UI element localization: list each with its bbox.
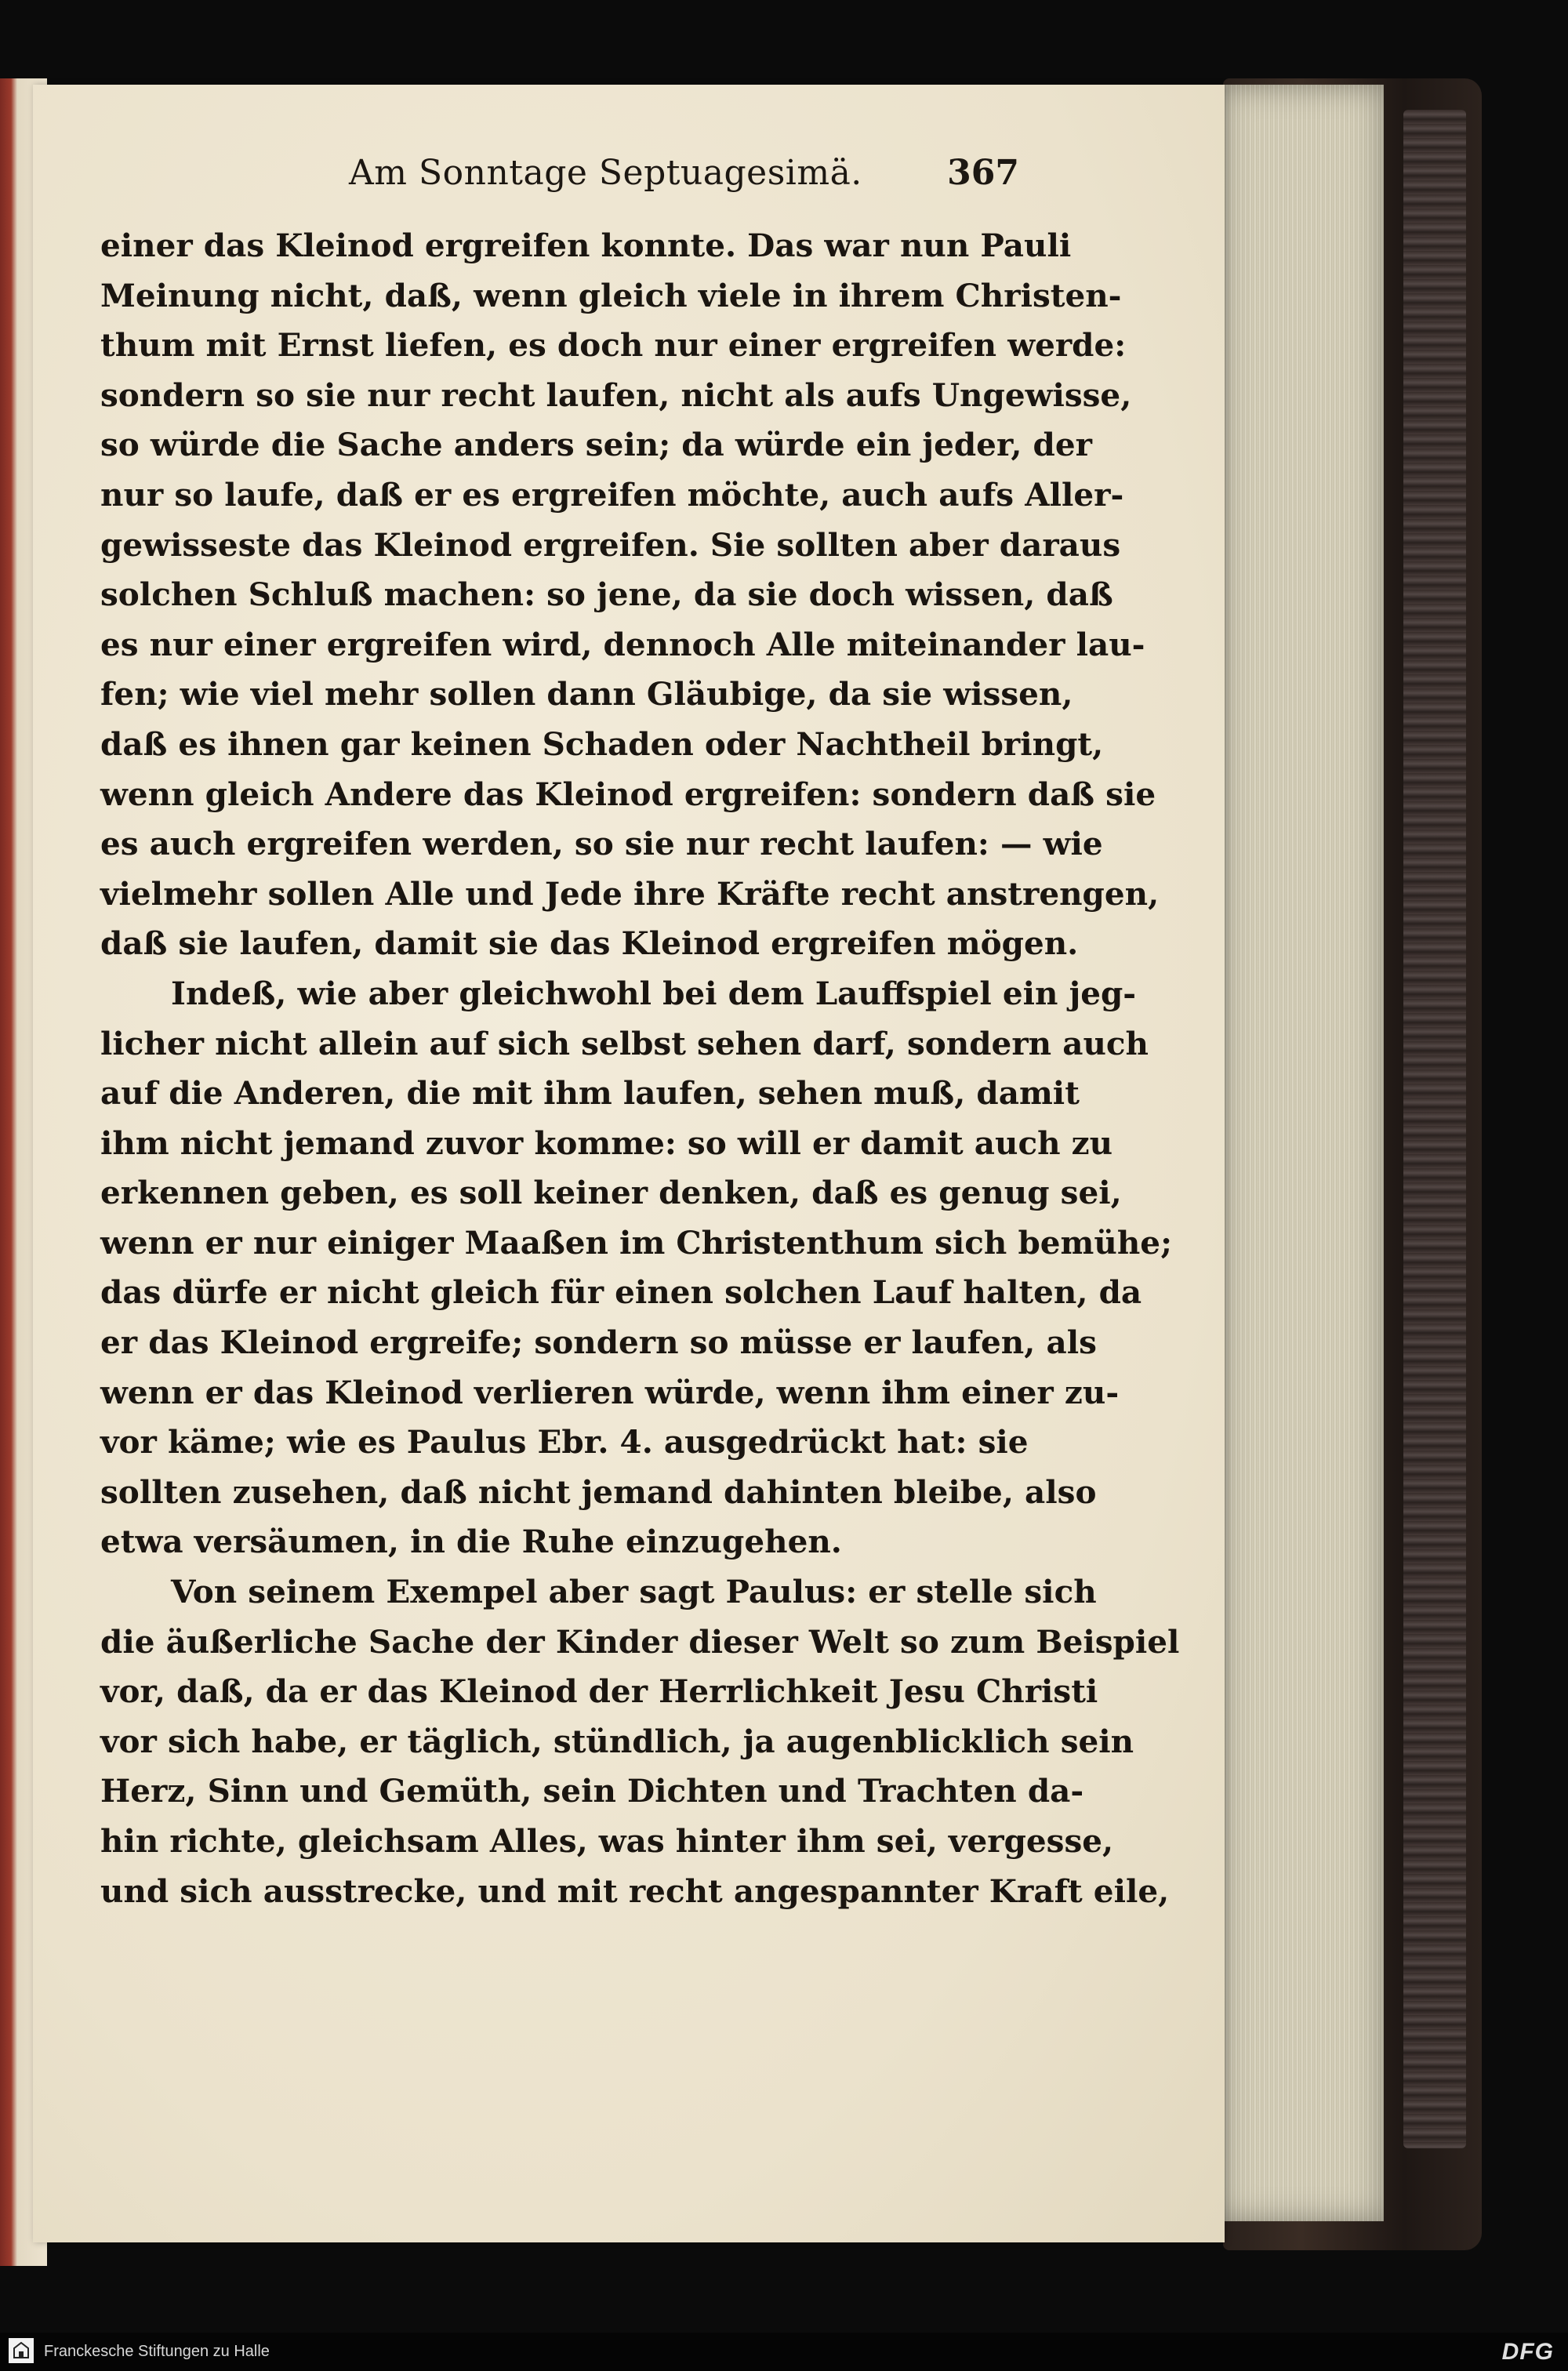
text-line: vor sich habe, er täglich, stündlich, ja augenblicklich sein: [100, 1722, 1134, 1760]
text-line: er das Kleinod ergreife; sondern so müsse er laufen, als: [100, 1323, 1097, 1362]
text-line: licher nicht allein auf sich selbst sehen darf, sondern auch: [100, 1024, 1149, 1062]
text-line: wenn er nur einiger Maaßen im Christenthum sich bemühe;: [100, 1223, 1173, 1262]
text-line: ihm nicht jemand zuvor komme: so will er damit auch zu: [100, 1124, 1113, 1162]
text-line: gewisseste das Kleinod ergreifen. Sie sollten aber daraus: [100, 525, 1121, 564]
footer-bar: [0, 2333, 1568, 2371]
text-line: es nur einer ergreifen wird, dennoch Alle miteinander lau-: [100, 625, 1145, 663]
body-text: [100, 221, 1180, 1916]
text-line: vielmehr sollen Alle und Jede ihre Kräfte recht anstrengen,: [100, 874, 1160, 913]
text-line: Indeß, wie aber gleichwohl bei dem Lauffspiel ein jeg-: [171, 974, 1137, 1012]
text-line: einer das Kleinod ergreifen konnte. Das war nun Pauli: [100, 227, 1072, 264]
cover-leather: [1403, 110, 1466, 2148]
running-title: Am Sonntage Septuagesimä.: [349, 153, 862, 193]
text-line: so würde die Sache anders sein; da würde ein jeder, der: [100, 426, 1092, 464]
text-line: hin richte, gleichsam Alles, was hinter ihm sei, vergesse,: [100, 1822, 1114, 1860]
text-line: wenn er das Kleinod verlieren würde, wenn ihm einer zu-: [100, 1373, 1120, 1411]
text-line: etwa versäumen, in die Ruhe einzugehen.: [100, 1523, 842, 1561]
text-line: und sich ausstrecke, und mit recht angespannter Kraft eile,: [100, 1872, 1170, 1910]
text-line: auf die Anderen, die mit ihm laufen, sehen muß, damit: [100, 1074, 1080, 1113]
funder-label: DFG: [1501, 2339, 1554, 2365]
text-line: Von seinem Exempel aber sagt Paulus: er stelle sich: [171, 1573, 1097, 1611]
text-line: fen; wie viel mehr sollen dann Gläubige, da sie wissen,: [100, 675, 1073, 713]
text-line: erkennen geben, es soll keiner denken, daß es genug sei,: [100, 1174, 1122, 1212]
text-line: das dürfe er nicht gleich für einen solchen Lauf halten, da: [100, 1273, 1142, 1312]
text-line: solchen Schluß machen: so jene, da sie doch wissen, daß: [100, 576, 1113, 614]
institution-logo-icon: [8, 2337, 34, 2364]
page-header: [102, 145, 1019, 208]
text-line: daß sie laufen, damit sie das Kleinod ergreifen mögen.: [100, 924, 1079, 963]
page-number: 367: [947, 153, 1019, 193]
institution-label: Franckesche Stiftungen zu Halle: [44, 2343, 270, 2360]
text-line: sondern so sie nur recht laufen, nicht als aufs Ungewisse,: [100, 376, 1132, 414]
text-line: thum mit Ernst liefen, es doch nur einer ergreifen werde:: [100, 326, 1127, 365]
text-line: daß es ihnen gar keinen Schaden oder Nachtheil bringt,: [100, 724, 1104, 763]
text-line: die äußerliche Sache der Kinder dieser Welt so zum Beispiel: [100, 1622, 1180, 1661]
text-line: Herz, Sinn und Gemüth, sein Dichten und Trachten da-: [100, 1772, 1084, 1810]
text-line: wenn gleich Andere das Kleinod ergreifen: sondern daß sie: [100, 775, 1156, 813]
text-line: vor käme; wie es Paulus Ebr. 4. ausgedrückt hat: sie: [100, 1423, 1029, 1461]
text-line: es auch ergreifen werden, so sie nur recht laufen: — wie: [100, 825, 1103, 863]
text-line: sollten zusehen, daß nicht jemand dahinten bleibe, also: [100, 1472, 1097, 1511]
text-line: Meinung nicht, daß, wenn gleich viele in ihrem Christen-: [100, 276, 1122, 314]
page-edges: [1219, 85, 1384, 2221]
text-line: nur so laufe, daß er es ergreifen möchte, auch aufs Aller-: [100, 475, 1124, 514]
text-line: vor, daß, da er das Kleinod der Herrlichkeit Jesu Christi: [100, 1672, 1098, 1711]
